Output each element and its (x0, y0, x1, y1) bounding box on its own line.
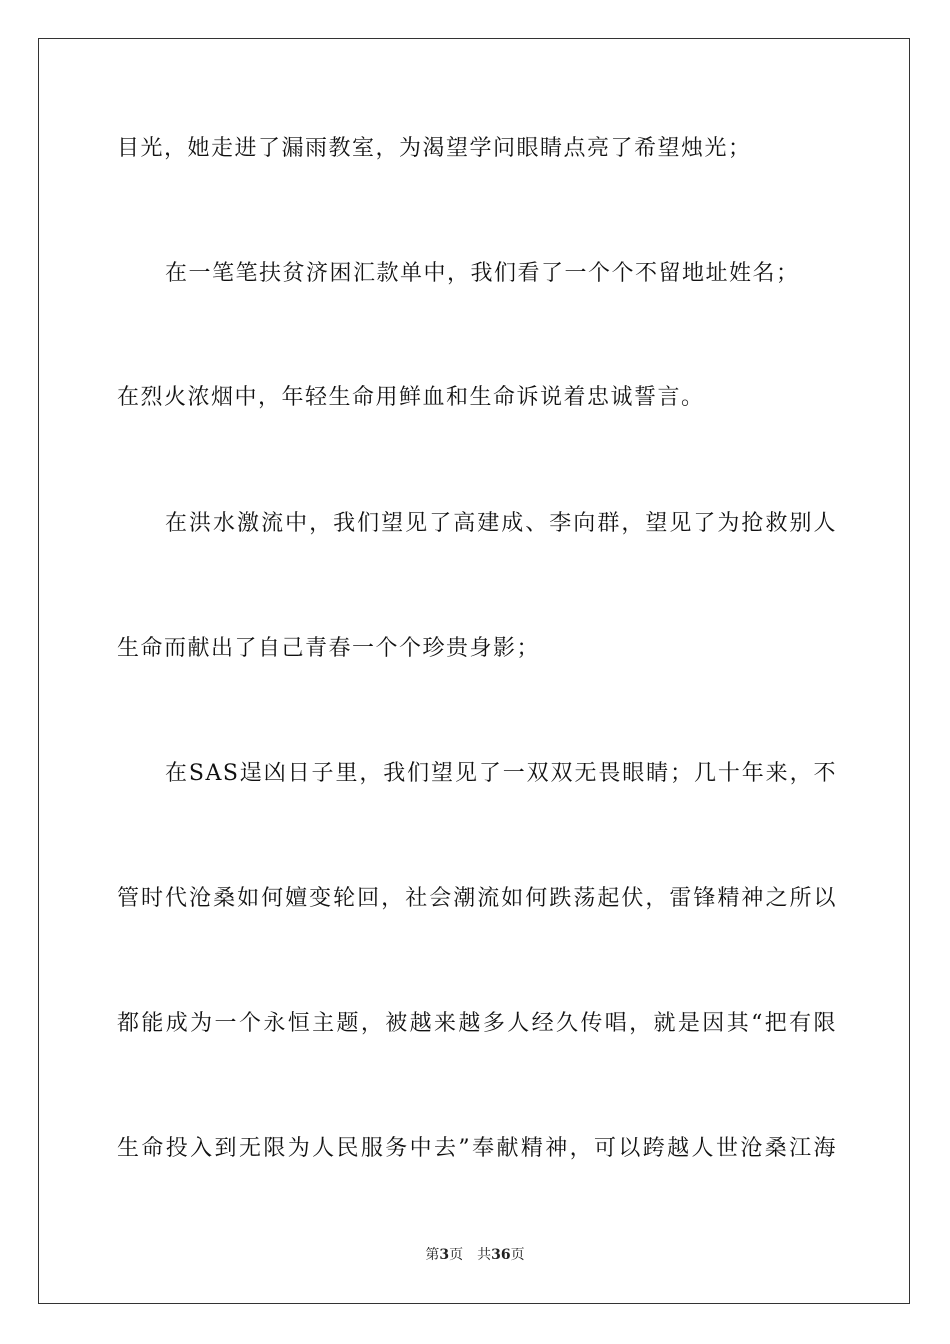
text-line-6: 在SAS逞凶日子里，我们望见了一双双无畏眼睛；几十年来，不 (165, 761, 837, 786)
text-line-4: 在洪水激流中，我们望见了高建成、李向群，望见了为抢救别人 (165, 511, 837, 536)
text-line-1: 目光，她走进了漏雨教室，为渴望学问眼睛点亮了希望烛光； (117, 136, 752, 161)
page-current: 3 (439, 1247, 450, 1263)
text-line-5: 生命而献出了自己青春一个个珍贵身影； (117, 636, 541, 661)
page-suffix: 页 (449, 1247, 464, 1263)
text-line-7: 管时代沧桑如何嬗变轮回，社会潮流如何跌荡起伏，雷锋精神之所以 (117, 886, 837, 911)
total-prefix: 共 (477, 1247, 492, 1263)
text-line-9: 生命投入到无限为人民服务中去”奉献精神，可以跨越人世沧桑江海 (117, 1136, 837, 1161)
page-prefix: 第 (425, 1247, 440, 1263)
page-footer (0, 1246, 950, 1264)
page-border (38, 38, 910, 1304)
total-suffix: 页 (510, 1247, 525, 1263)
text-line-8: 都能成为一个永恒主题，被越来越多人经久传唱，就是因其“把有限 (117, 1011, 837, 1036)
page-total: 36 (491, 1247, 511, 1263)
text-line-3: 在烈火浓烟中，年轻生命用鲜血和生命诉说着忠诚誓言。 (117, 385, 705, 410)
text-line-2: 在一笔笔扶贫济困汇款单中，我们看了一个个不留地址姓名； (165, 261, 800, 286)
